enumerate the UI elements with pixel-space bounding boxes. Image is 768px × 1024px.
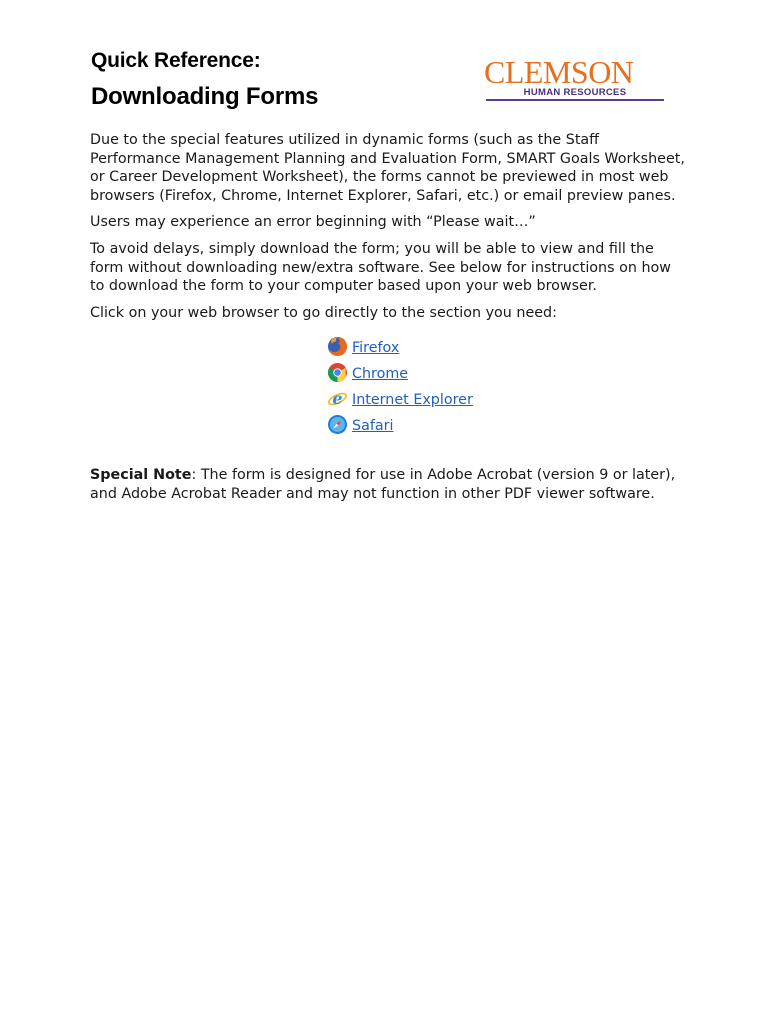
svg-text:e: e xyxy=(332,389,343,408)
title-block xyxy=(91,48,318,112)
firefox-link[interactable]: Firefox xyxy=(352,340,400,356)
firefox-icon xyxy=(327,336,348,357)
logo-wordmark: CLEMSON xyxy=(484,54,634,90)
special-note-text: : The form is designed for use in Adobe Acrobat (version 9 or later), and Adobe Acrobat Reader and may not function in other PDF viewer software. xyxy=(90,467,676,502)
browser-link-list xyxy=(327,331,473,435)
safari-link[interactable]: Safari xyxy=(352,418,394,434)
chrome-icon xyxy=(327,362,348,383)
error-paragraph: Users may experience an error beginning with “Please wait…” xyxy=(90,214,536,231)
browser-item-firefox[interactable] xyxy=(327,331,473,357)
logo-subtitle: HUMAN RESOURCES xyxy=(486,87,664,101)
body-text xyxy=(90,131,686,330)
clemson-hr-logo xyxy=(484,54,668,102)
browser-item-internet-explorer[interactable] xyxy=(327,383,473,409)
internet-explorer-icon xyxy=(327,388,348,409)
special-note-label: Special Note xyxy=(90,467,192,483)
internet-explorer-link[interactable]: Internet Explorer xyxy=(352,392,473,408)
intro-paragraph: Due to the special features utilized in dynamic forms (such as the Staff Performance Management Planning and Evaluation Form, SMART Goals Worksheet, or Career Development Worksheet), the forms cannot be previewed in most web browsers (Firefox, Chrome, Internet Explorer, Safari, etc.) or email preview panes. xyxy=(90,132,685,204)
chrome-link[interactable]: Chrome xyxy=(352,366,409,382)
safari-icon xyxy=(327,414,348,435)
page-title: Downloading Forms xyxy=(91,83,319,110)
special-note xyxy=(90,466,686,503)
browser-prompt-paragraph: Click on your web browser to go directly to the section you need: xyxy=(90,304,557,321)
instructions-paragraph: To avoid delays, simply download the form; you will be able to view and fill the form without downloading new/extra software. See below for instructions on how to download the form to your computer based upon your web browser. xyxy=(90,240,671,295)
browser-item-chrome[interactable] xyxy=(327,357,473,383)
browser-item-safari[interactable] xyxy=(327,409,473,435)
title-quick-reference: Quick Reference: xyxy=(91,49,261,72)
